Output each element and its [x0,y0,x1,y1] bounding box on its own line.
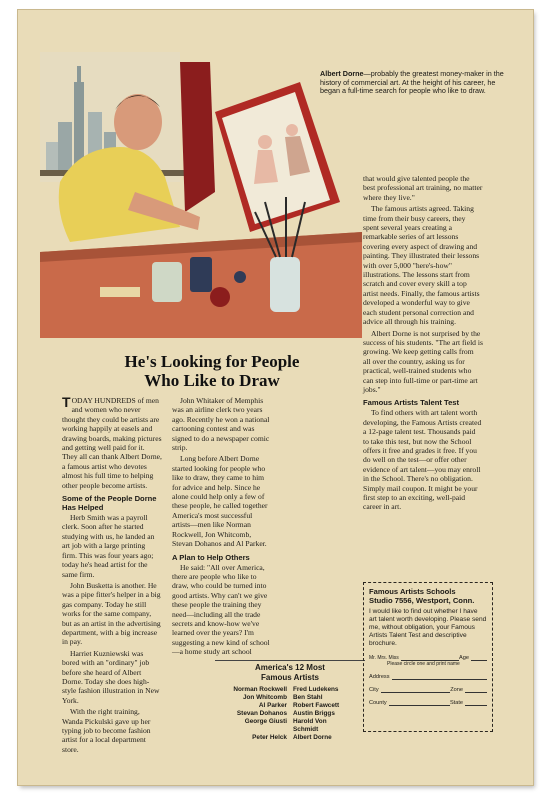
caption-name: Albert Dorne [320,69,364,78]
paragraph-long-before: Long before Albert Dorne started looking for people who like to draw, they came to him for advice and help. Since he alone could help only a few of these people, he called together America's most successful artists—men like Norman Rockwell, Jon Whitcomb, Stevan Dohanos and Al Parker. [172,454,268,549]
paragraph-harriet-kuzniewski: Harriet Kuzniewski was bored with an "ordinary" job before she heard of Albert Dorne. Today she does high-style fashion illustration in New York. [62,648,160,705]
paragraph-john-busketta: John Busketta is another. He was a pipe fitter's helper in a big gas company. Today he still works for the same company, but as an artist in the advertising department, with a big increase in pay. [62,580,161,647]
circle-note: Please circle one and print name [387,661,460,667]
artist-illustration [40,52,362,338]
paragraph-continued: that would give talented people the best professional art training, no matter where they live." [363,174,483,202]
zone-field[interactable] [465,685,487,693]
artist-row [215,734,365,742]
county-field[interactable] [389,698,450,706]
section-heading-helped: Some of the People Dorne Has Helped [62,494,157,513]
artist-name: Peter Helck [252,734,287,741]
coupon-body: I would like to find out whether I have art talent worth developing. Please send me, without obligation, your Famous Artists Talent Test and descriptive brochure. [369,608,487,647]
famous-artists-box [215,660,365,742]
artist-name: Jon Whitcomb [242,694,287,701]
intro-paragraph [62,396,162,490]
coupon-heading-1: Famous Artists Schools [369,587,456,596]
paragraph-herb-smith: Herb Smith was a payroll clerk. Soon after he started studying with us, he landed an art job with a large printing firm. This was four years ago; today he's head artist for the same firm. [62,513,155,579]
drop-cap: T [62,394,71,410]
artist-row [215,702,365,710]
state-field[interactable] [465,698,487,706]
artist-name: Austin Briggs [293,710,335,717]
artist-name: Stevan Dohanos [236,710,287,717]
paragraph-not-surprised: Albert Dorne is not surprised by the success of his students. "The art field is growing. We keep getting calls from all over the country, asking us for practical, well-trained students who can step into full-time or part-time art jobs." [363,328,483,394]
coupon-heading-2: Studio 7556, Westport, Conn. [369,596,475,605]
city-field-row [369,685,487,693]
mail-coupon [363,582,493,732]
headline-line-2: Who Like to Draw [144,371,280,390]
caption-text: —probably the greatest money-maker in the history of commercial art. At the height of his career, he began a full-time search for people who like to draw. [320,69,504,96]
artist-row [215,710,365,718]
artist-row [215,718,365,734]
age-label: Age [459,655,469,661]
paragraph-wanda-pickulski: With the right training, Wanda Pickulski gave up her typing job to become fashion artist for a local department store. [62,707,151,754]
article-column-1 [62,396,162,756]
artists-box-title-line-1: America's 12 Most [255,663,325,672]
address-field-row [369,672,487,680]
section-heading-talent-test: Famous Artists Talent Test [363,398,460,408]
artist-name: Fred Ludekens [293,686,339,693]
artist-name: Norman Rockwell [233,686,287,693]
artist-name: Al Parker [258,702,287,709]
headline [62,352,362,390]
paragraph-artists-agreed: The famous artists agreed. Taking time from their busy careers, they spent several years creating a remarkable series of art lessons covering every aspect of drawing and painting. They illustrated their lessons with over 5,000 "here's-how" illustrations. The lessons start from scratch and cover every skill a top artist needs. Finally, the famous artists developed a wonderful way to give each student personal correction and advice all through his training. [363,204,480,327]
artists-box-title-line-2: Famous Artists [261,673,319,682]
illustration-caption [320,70,510,96]
section-heading-plan: A Plan to Help Others [172,552,250,562]
name-field[interactable] [401,653,459,661]
artist-name: Harold Von Schmidt [293,718,327,733]
age-field[interactable] [471,653,487,661]
city-label: City [369,687,379,693]
address-label: Address [369,674,390,680]
address-field[interactable] [392,672,487,680]
honorific-label: Mr. Mrs. Miss [369,655,399,661]
article-column-2 [172,396,272,659]
paragraph-he-said: He said: "All over America, there are people who like to draw, who could be turned into good artists. Why can't we give these people the training they need—including all the trade secrets and know-how we've learned over the years? I'm suggesting a new kind of school—a home study art school [172,562,270,657]
state-label: State [449,700,463,706]
artist-name: Robert Fawcett [293,702,340,709]
name-field-row [369,653,487,661]
city-field[interactable] [381,685,451,693]
paragraph-talent-test: To find others with art talent worth developing, the Famous Artists created a 12-page talent test. Thousands paid to take this test, but now the School offers it free and grades it free. If you do well on the test—or offer other evidence of art talent—you may enroll in the School. There's no obligation. Simply mail coupon. It might be your first step to an exciting, well-paid career in art. [363,408,482,512]
artist-name: Ben Stahl [293,694,323,701]
intro-text: ODAY HUNDREDS of men and women who never thought they could be artists are working happily at easels and drawing boards, making pictures and getting well paid for it. They all can thank Albert Dorne, a famous artist who devotes almost his full time to helping other people become artists. [62,396,162,490]
headline-line-1: He's Looking for People [124,352,300,371]
artist-row [215,694,365,702]
county-label: County [369,700,387,706]
artist-name: Albert Dorne [293,734,332,741]
paragraph-john-whitaker: John Whitaker of Memphis was an airline clerk two years ago. Recently he won a national cartooning contest and was signed to do a newspaper comic strip. [172,396,270,453]
county-field-row [369,698,487,706]
zone-label: Zone [450,687,463,693]
artist-row [215,686,365,694]
article-column-3 [363,174,483,514]
artist-name: George Giusti [244,718,287,725]
artists-box-title [215,663,365,683]
